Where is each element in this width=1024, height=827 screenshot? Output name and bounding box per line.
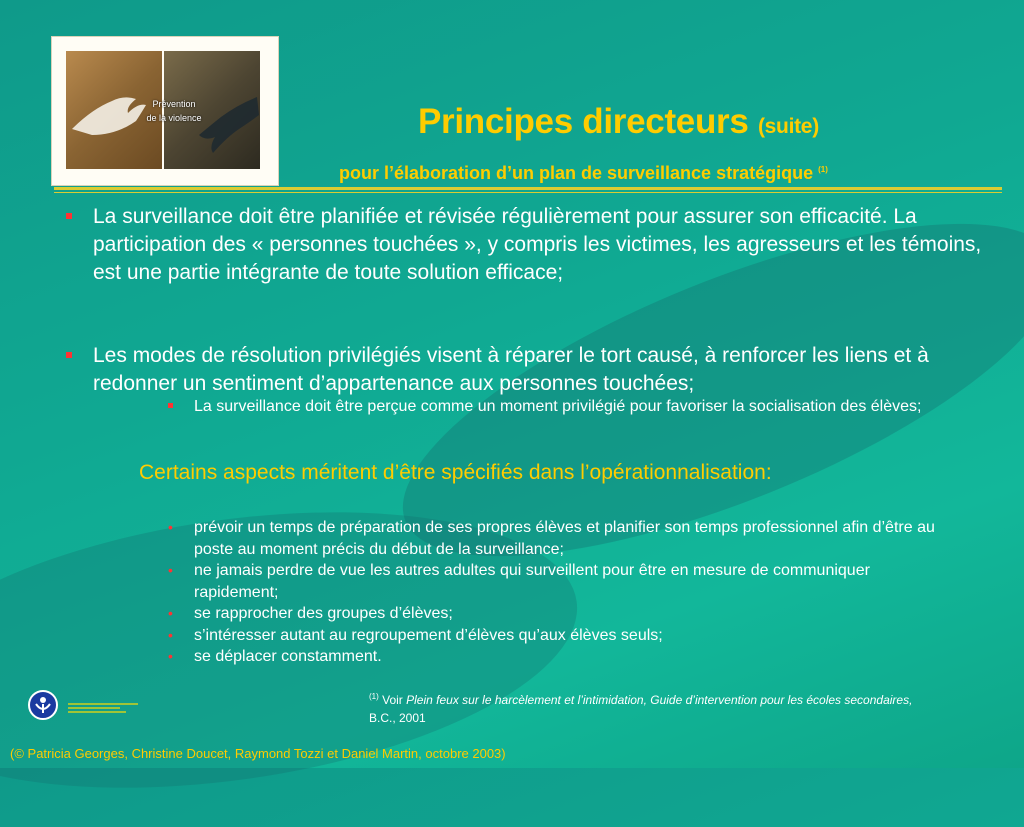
footnote-title: Plein feux sur le harcèlement et l’intimidation, Guide d’intervention pour les écoles secondaires, <box>406 693 913 707</box>
aspect-item <box>168 646 954 668</box>
prevention-logo <box>52 37 278 185</box>
footnote <box>369 688 1019 727</box>
page-title-text: Principes directeurs <box>418 102 749 141</box>
logo-caption <box>134 97 214 125</box>
logo-caption-line2: de la violence <box>146 113 202 123</box>
aspects-heading: Certains aspects méritent d’être spécifiés dans l’opérationnalisation: <box>139 461 772 484</box>
page-title <box>418 102 819 142</box>
page-title-suffix: (suite) <box>757 115 819 138</box>
aspect-item <box>168 603 954 625</box>
page-subtitle-text: pour l’élaboration d’un plan de surveillance stratégique <box>339 163 814 183</box>
copyright-notice: (© Patricia Georges, Christine Doucet, Raymond Tozzi et Daniel Martin, octobre 2003) <box>10 746 506 761</box>
sub-list-item-text: La surveillance doit être perçue comme un moment privilégié pour favoriser la socialisation des élèves; <box>194 398 922 415</box>
organization-name <box>68 703 138 713</box>
page-subtitle <box>339 163 828 184</box>
footnote-prefix: Voir <box>382 693 407 707</box>
square-bullet-icon <box>66 213 72 219</box>
sub-list-item <box>194 396 934 418</box>
aspect-item <box>168 625 954 647</box>
dot-bullet-icon: • <box>168 519 173 535</box>
list-item-text: La surveillance doit être planifiée et révisée régulièrement pour assurer son efficacité. La participation des « personnes touchées », y compris les victimes, les agresseurs et les témoins, est une partie intégrante de toute solution efficace; <box>93 205 982 284</box>
organization-emblem-icon <box>30 692 56 718</box>
logo-caption-line1: Prévention <box>152 99 196 109</box>
title-divider-thin <box>54 192 1002 193</box>
dot-bullet-icon: • <box>168 605 173 621</box>
dot-bullet-icon: • <box>168 627 173 643</box>
title-divider <box>54 187 1002 190</box>
square-bullet-icon <box>66 352 72 358</box>
footnote-reference: (1) <box>818 165 828 174</box>
aspect-item-text: se déplacer constamment. <box>194 648 382 665</box>
list-item-text: Les modes de résolution privilégiés visent à réparer le tort causé, à renforcer les liens et à redonner un sentiment d’appartenance aux personnes touchées; <box>93 344 929 395</box>
aspect-item <box>168 560 954 603</box>
organization-logo <box>28 690 58 720</box>
dot-bullet-icon: • <box>168 562 173 578</box>
aspect-item-text: ne jamais perdre de vue les autres adultes qui surveillent pour être en mesure de communiquer rapidement; <box>194 562 870 601</box>
aspect-item-text: se rapprocher des groupes d’élèves; <box>194 605 453 622</box>
dot-bullet-icon: • <box>168 648 173 664</box>
footnote-marker: (1) <box>369 692 379 701</box>
square-bullet-icon <box>168 403 173 408</box>
aspect-item-text: prévoir un temps de préparation de ses propres élèves et planifier son temps professionnel afin d’être au poste au moment précis du début de la surveillance; <box>194 519 935 558</box>
list-item <box>93 342 993 398</box>
list-item <box>93 203 993 287</box>
aspect-item <box>168 517 954 560</box>
aspect-item-text: s’intéresser autant au regroupement d’élèves qu’aux élèves seuls; <box>194 627 663 644</box>
footnote-source: B.C., 2001 <box>369 711 426 725</box>
